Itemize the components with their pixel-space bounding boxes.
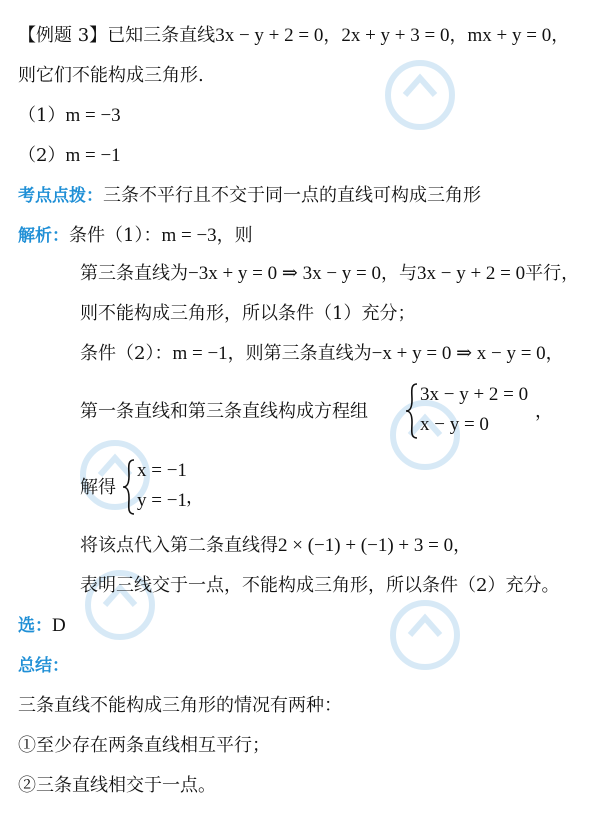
solution-line-3: 则不能构成三角形，所以条件（1）充分； [80,303,416,324]
equation-2: 2x + y + 3 = 0 [341,25,450,46]
separator: ， [449,25,468,46]
solution-line-7 [80,532,471,560]
condition-1-expr: m = −3 [65,105,121,126]
hint-text: 三条不平行且不交于同一点的直线可构成三角形 [103,185,481,206]
solution-text: 第三条直线为 [80,263,188,284]
solution-text: ， [545,343,564,364]
summary-label [18,652,69,680]
condition-2 [18,142,121,170]
example-line-2: 则它们不能构成三角形. [18,65,204,86]
solution-text: 平行， [525,263,580,284]
watermark-logo [375,50,465,140]
hint-label: 考点点拨： [18,186,103,206]
equation-3: mx + y = 0 [467,25,552,46]
solution-expr: −x + y = 0 ⇒ x − y = 0 [371,343,546,364]
solution-text: ，则第三条直线为 [227,343,372,364]
solution-text: ， [535,401,553,422]
system-2-eq-2: y = −1 [137,490,187,511]
hint [18,182,481,210]
solution-text: 条件（1）： [69,225,162,246]
solution-expr: 2 × (−1) + (−1) + 3 = 0 [278,535,454,556]
solution-text: ， [453,535,472,556]
summary-line-1: 三条直线不能构成三角形的情况有两种： [18,695,342,716]
solution-text: ，则 [216,225,253,246]
example-tag: 【例题 3】 [18,25,108,46]
condition-1-label: （1） [18,105,66,126]
equation-1: 3x − y + 2 = 0 [215,25,324,46]
example-line-1 [18,22,569,50]
solution-label: 解析： [18,226,69,246]
solution-line-1 [18,222,253,250]
brace-icon [405,382,419,440]
solution-text: ， [186,487,204,508]
system-1-eq-1: 3x − y + 2 = 0 [420,384,529,405]
solution-expr: 3x − y + 2 = 0 [417,263,526,284]
system-2-eq-1: x = −1 [137,460,187,481]
answer [18,612,66,640]
answer-label: 选： [18,616,52,636]
separator: ， [323,25,342,46]
condition-2-expr: m = −1 [65,145,121,166]
example-intro: 已知三条直线 [107,25,216,46]
solution-expr: m = −3 [161,225,217,246]
summary-heading: 总结： [18,656,69,676]
summary-line-2: ①至少存在两条直线相互平行； [18,735,270,756]
solution-expr: m = −1 [172,343,228,364]
solution-text: ，与 [381,263,417,284]
solution-line-5-text: 第一条直线和第三条直线构成方程组 [80,401,368,422]
solution-line-6-text: 解得 [80,477,116,498]
answer-value: D [52,615,66,636]
solution-line-2 [80,260,579,288]
solution-text: 将该点代入第二条直线得 [80,535,278,556]
system-1-eq-2: x − y = 0 [420,414,489,435]
separator: ， [551,25,570,46]
condition-1 [18,102,121,130]
solution-text: 条件（2）： [80,343,173,364]
solution-line-4 [80,340,564,368]
summary-line-3: ②三条直线相交于一点。 [18,775,216,796]
solution-expr: −3x + y = 0 ⇒ 3x − y = 0 [188,263,381,284]
solution-line-8: 表明三线交于一点，不能构成三角形，所以条件（2）充分。 [80,575,560,596]
watermark-logo [380,590,470,680]
condition-2-label: （2） [18,145,66,166]
brace-icon [122,458,136,516]
